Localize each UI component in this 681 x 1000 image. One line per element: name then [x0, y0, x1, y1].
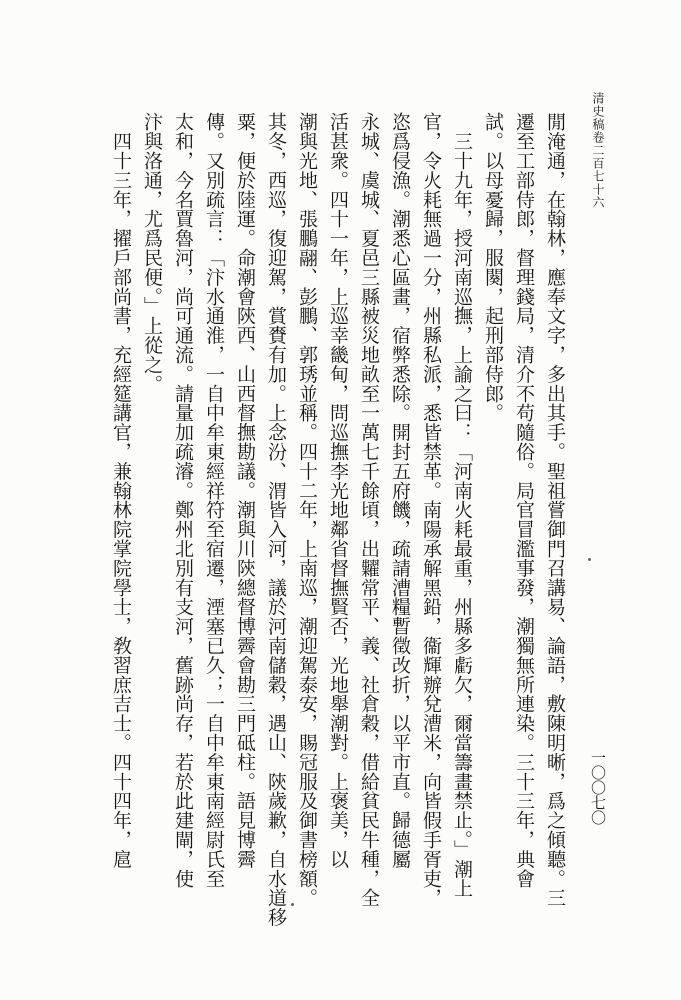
text-column-10: 其冬，西巡，復迎駕，賞賚有加。上念汾、渭皆入河，議於河南儲穀，遇山、陝歲歉，自水道移 [265, 112, 287, 927]
page-number: 一〇〇七〇 [589, 750, 607, 825]
scan-speck [291, 903, 294, 906]
text-column-14: 汴與洛通，尤爲民便。」上從之。 [141, 112, 163, 394]
text-column-3: 試。以母憂歸，服闋，起刑部侍郎。 [482, 112, 504, 423]
text-column-15: 四十三年，擢戶部尚書，充經筵講官，兼翰林院掌院學士，敎習庶吉士。四十四年，扈 [110, 112, 132, 869]
text-column-11: 粟，便於陸運。命潮會陝西、山西督撫勘議。潮與川陝總督博霽會勘三門砥柱。語見博霽 [234, 112, 256, 869]
text-column-13: 太和，今名賈魯河，尚可通流。請量加疏濬。鄭州北別有支河，舊跡尚存，若於此建閘，使 [172, 112, 194, 888]
text-column-6: 恣爲侵漁。潮悉心區畫，宿弊悉除。開封五府饑，疏請漕糧暫徵改折，以平市直。歸德屬 [389, 112, 411, 869]
text-column-5: 官，令火耗無過一分，州縣私派，悉皆禁革。南陽承解黑鉛，衞輝辦兌漕米，向皆假手胥吏， [420, 112, 442, 908]
text-column-9: 潮與光地、張鵬翮、彭鵬、郭琇並稱。四十二年，上南巡，潮迎駕泰安，賜冠服及御書榜額。 [296, 112, 318, 908]
text-column-1: 閒淹通，在翰林，應奉文字，多出其手。聖祖嘗御門召講易、論語，敷陳明晰，爲之傾聽。三 [544, 112, 566, 908]
scan-speck [588, 558, 591, 561]
text-column-8: 活甚衆。四十一年，上巡幸畿甸，問巡撫李光地鄰省督撫賢否，光地舉潮對。上褒美，以 [327, 112, 349, 869]
text-column-4: 三十九年，授河南巡撫，上諭之曰：「河南火耗最重，州縣多虧欠，爾當籌畫禁止。」潮上 [451, 112, 473, 898]
text-column-2: 遷至工部侍郎，督理錢局，清介不苟隨俗。局官冒濫事發，潮獨無所連染。三十三年，典會 [513, 112, 535, 888]
text-column-12: 傳。又別疏言：「汴水通淮，一自中牟東經祥符至宿遷，湮塞已久；一自中牟東南經尉氏至 [203, 112, 225, 888]
book-title-header: 清史稿卷二百七十六 [591, 92, 605, 209]
text-column-7: 永城、虞城、夏邑三縣被災地畝至一萬七千餘頃，出糶常平、義、社倉穀，借給貧民牛種，全 [358, 112, 380, 908]
